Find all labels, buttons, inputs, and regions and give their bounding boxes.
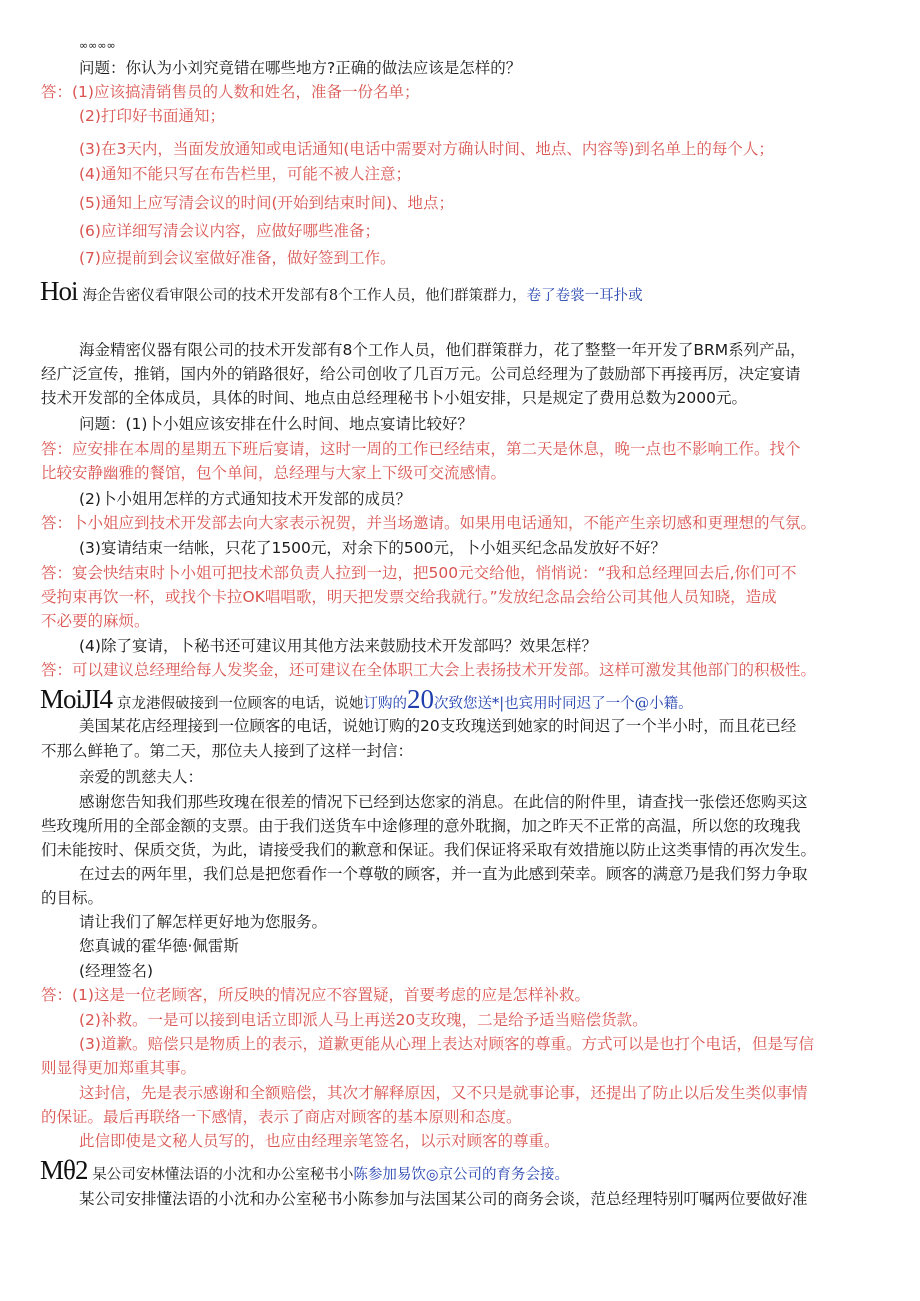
case2-answer-1-line-2: 比较安静幽雅的餐馆，包个单间，总经理与大家上下级可交流感情。 <box>41 464 507 482</box>
case2-question-2: (2)卜小姐用怎样的方式通知技术开发部的成员？ <box>79 490 411 508</box>
case2-answer-2: 答：卜小姐应到技术开发部去向大家表示祝贺，并当场邀请。如果用电话通知，不能产生亲切感和更理想的气氛。 <box>41 514 817 532</box>
case1-answer-1: 答：(1)应该搞清销售员的人数和姓名，准备一份名单； <box>41 83 420 101</box>
letter-signature-note: (经理签名) <box>79 962 154 980</box>
case2-question-3: (3)宴请结束一结帐，只花了1500元，对余下的500元，卜小姐买纪念品发放好不好？ <box>79 539 666 557</box>
case1-question: 问题：你认为小刘究竟错在哪些地方?正确的做法应该是怎样的？ <box>79 59 522 77</box>
letter-p2-line-2: 的目标。 <box>41 889 104 907</box>
case3-para-line-1: 美国某花店经理接到一位顾客的电话，说她订购的20支玫瑰送到她家的时间迟了一个半小时，而且花已经 <box>79 717 797 735</box>
letter-p1-line-3: 们未能按时、保质交货，为此，请接受我们的歉意和保证。我们保证将采取有效措施以防止这类事情的再次发生。 <box>41 841 817 859</box>
case2-question-4: (4)除了宴请，卜秘书还可建议用其他方法来鼓励技术开发部吗？效果怎样？ <box>79 637 597 655</box>
letter-p2-line-1: 在过去的两年里，我们总是把您看作一个尊敬的顾客，并一直为此感到荣幸。顾客的满意乃是我们努力争取 <box>79 865 808 883</box>
case1-answer-2: (2)打印好书面通知； <box>79 107 225 125</box>
case3-comment-line-3: 此信即使是文秘人员写的，也应由经理亲笔签名，以示对顾客的尊重。 <box>79 1132 560 1150</box>
letter-p1-line-1: 感谢您告知我们那些玫瑰在很差的情况下已经到达您家的消息。在此信的附件里，请查找一张偿还您购买这 <box>79 793 808 811</box>
case2-heading-number: Hoi <box>40 276 78 306</box>
case4-heading-text: 杲公司安林懂法语的小沈和办公室秘书小 <box>92 1167 354 1183</box>
case3-answer-3-line-1: (3)道歉。赔偿只是物质上的表示，道歉更能从心理上表达对顾客的尊重。方式可以是也打个电话，但是写信 <box>79 1035 814 1053</box>
letter-salutation: 亲爱的凯慈夫人： <box>79 768 204 786</box>
case3-comment-line-1: 这封信，先是表示感谢和全额赔偿，其次才解释原因，又不只是就事论事，还提出了防止以后发生类似事情 <box>79 1084 808 1102</box>
case2-para-line-1: 海金精密仪器有限公司的技术开发部有8个工作人员，他们群策群力，花了整整一年开发了BRM系列产品， <box>79 341 806 359</box>
case3-heading-text: 京龙港假破接到一位顾客的电话，说她 <box>116 696 364 712</box>
case2-answer-1-line-1: 答：应安排在本周的星期五下班后宴请，这时一周的工作已经结束，第二天是休息，晚一点也不影响工作。找个 <box>41 440 801 458</box>
case2-answer-3-line-3: 不必要的麻烦。 <box>41 612 150 630</box>
case3-answer-3-line-2: 则显得更加郑重其事。 <box>41 1059 197 1077</box>
case4-heading-number: Mθ2 <box>40 1155 88 1185</box>
case2-question-1: 问题：(1)卜小姐应该安排在什么时间、地点宴请比较好？ <box>79 415 473 433</box>
case4-heading <box>40 1155 569 1190</box>
case1-answer-3: (3)在3天内，当面发放通知或电话通知(电话中需要对方确认时间、地点、内容等)到名单上的每个人； <box>79 140 774 158</box>
case3-heading <box>40 684 693 719</box>
case3-comment-line-2: 的保证。最后再联络一下感情，表示了商店对顾客的基本原则和态度。 <box>41 1108 522 1126</box>
case4-para-line-1: 某公司安排懂法语的小沈和办公室秘书小陈参加与法国某公司的商务会谈，范总经理特别叮嘱两位要做好准 <box>79 1190 808 1208</box>
letter-signature: 您真诚的霍华德·佩雷斯 <box>79 937 239 955</box>
case3-heading-blue-a: 订购的 <box>363 696 407 712</box>
case3-para-line-2: 不那么鲜艳了。第二天，那位夫人接到了这样一封信： <box>41 742 414 760</box>
case3-answer-1: 答：(1)这是一位老顾客，所反映的情况应不容置疑，首要考虑的应是怎样补救。 <box>41 986 590 1004</box>
case2-heading-blue: 卷了卷裳一耳扑或 <box>526 288 643 304</box>
case2-heading <box>40 276 643 311</box>
case2-para-line-3: 技术开发部的全体成员，具体的时间、地点由总经理秘书卜小姐安排，只是规定了费用总数为2000元。 <box>41 389 747 407</box>
case2-para-line-2: 经广泛宣传，推销，国内外的销路很好，给公司创收了几百万元。公司总经理为了鼓励部下再接再厉，决定宴请 <box>41 365 801 383</box>
case1-answer-7: (7)应提前到会议室做好准备，做好签到工作。 <box>79 249 396 267</box>
case3-heading-number: MoiJI4 <box>40 684 113 714</box>
case3-answer-2: (2)补救。一是可以接到电话立即派人马上再送20支玫瑰，二是给予适当赔偿货款。 <box>79 1011 648 1029</box>
case3-heading-blue-big: 20 <box>406 684 434 714</box>
case2-answer-3-line-1: 答：宴会快结束时卜小姐可把技术部负责人拉到一边，把500元交给他，悄悄说：“我和总经理回去后,你们可不 <box>41 564 797 582</box>
case4-heading-blue: 陈参加易饮◎京公司的育务会接。 <box>353 1167 570 1183</box>
case3-heading-blue-b: 次致您送*|也宾用时同迟了一个@小籍。 <box>433 696 693 712</box>
letter-p3: 请让我们了解怎样更好地为您服务。 <box>79 913 328 931</box>
case1-answer-5: (5)通知上应写清会议的时间(开始到结束时间)、地点； <box>79 194 455 212</box>
header-dots: ∞∞∞∞ <box>79 39 116 52</box>
case2-heading-text: 海企告密仪看审限公司的技术开发部有8个工作人员，他们群策群力， <box>82 288 527 304</box>
case2-answer-3-line-2: 受拘束再饮一杯，或找个卡拉OK唱唱歌，明天把发票交给我就行。”发放纪念品会给公司其他人员知晓，造成 <box>41 588 777 606</box>
letter-p1-line-2: 些玫瑰所用的全部金额的支票。由于我们送货车中途修理的意外耽搁，加之昨天不正常的高温，所以您的玫瑰我 <box>41 817 801 835</box>
case1-answer-4: (4)通知不能只写在布告栏里，可能不被人注意； <box>79 165 411 183</box>
case1-answer-6: (6)应详细写清会议内容，应做好哪些准备； <box>79 222 380 240</box>
case2-answer-4: 答：可以建议总经理给每人发奖金，还可建议在全体职工大会上表扬技术开发部。这样可激发其他部门的积极性。 <box>41 661 817 679</box>
